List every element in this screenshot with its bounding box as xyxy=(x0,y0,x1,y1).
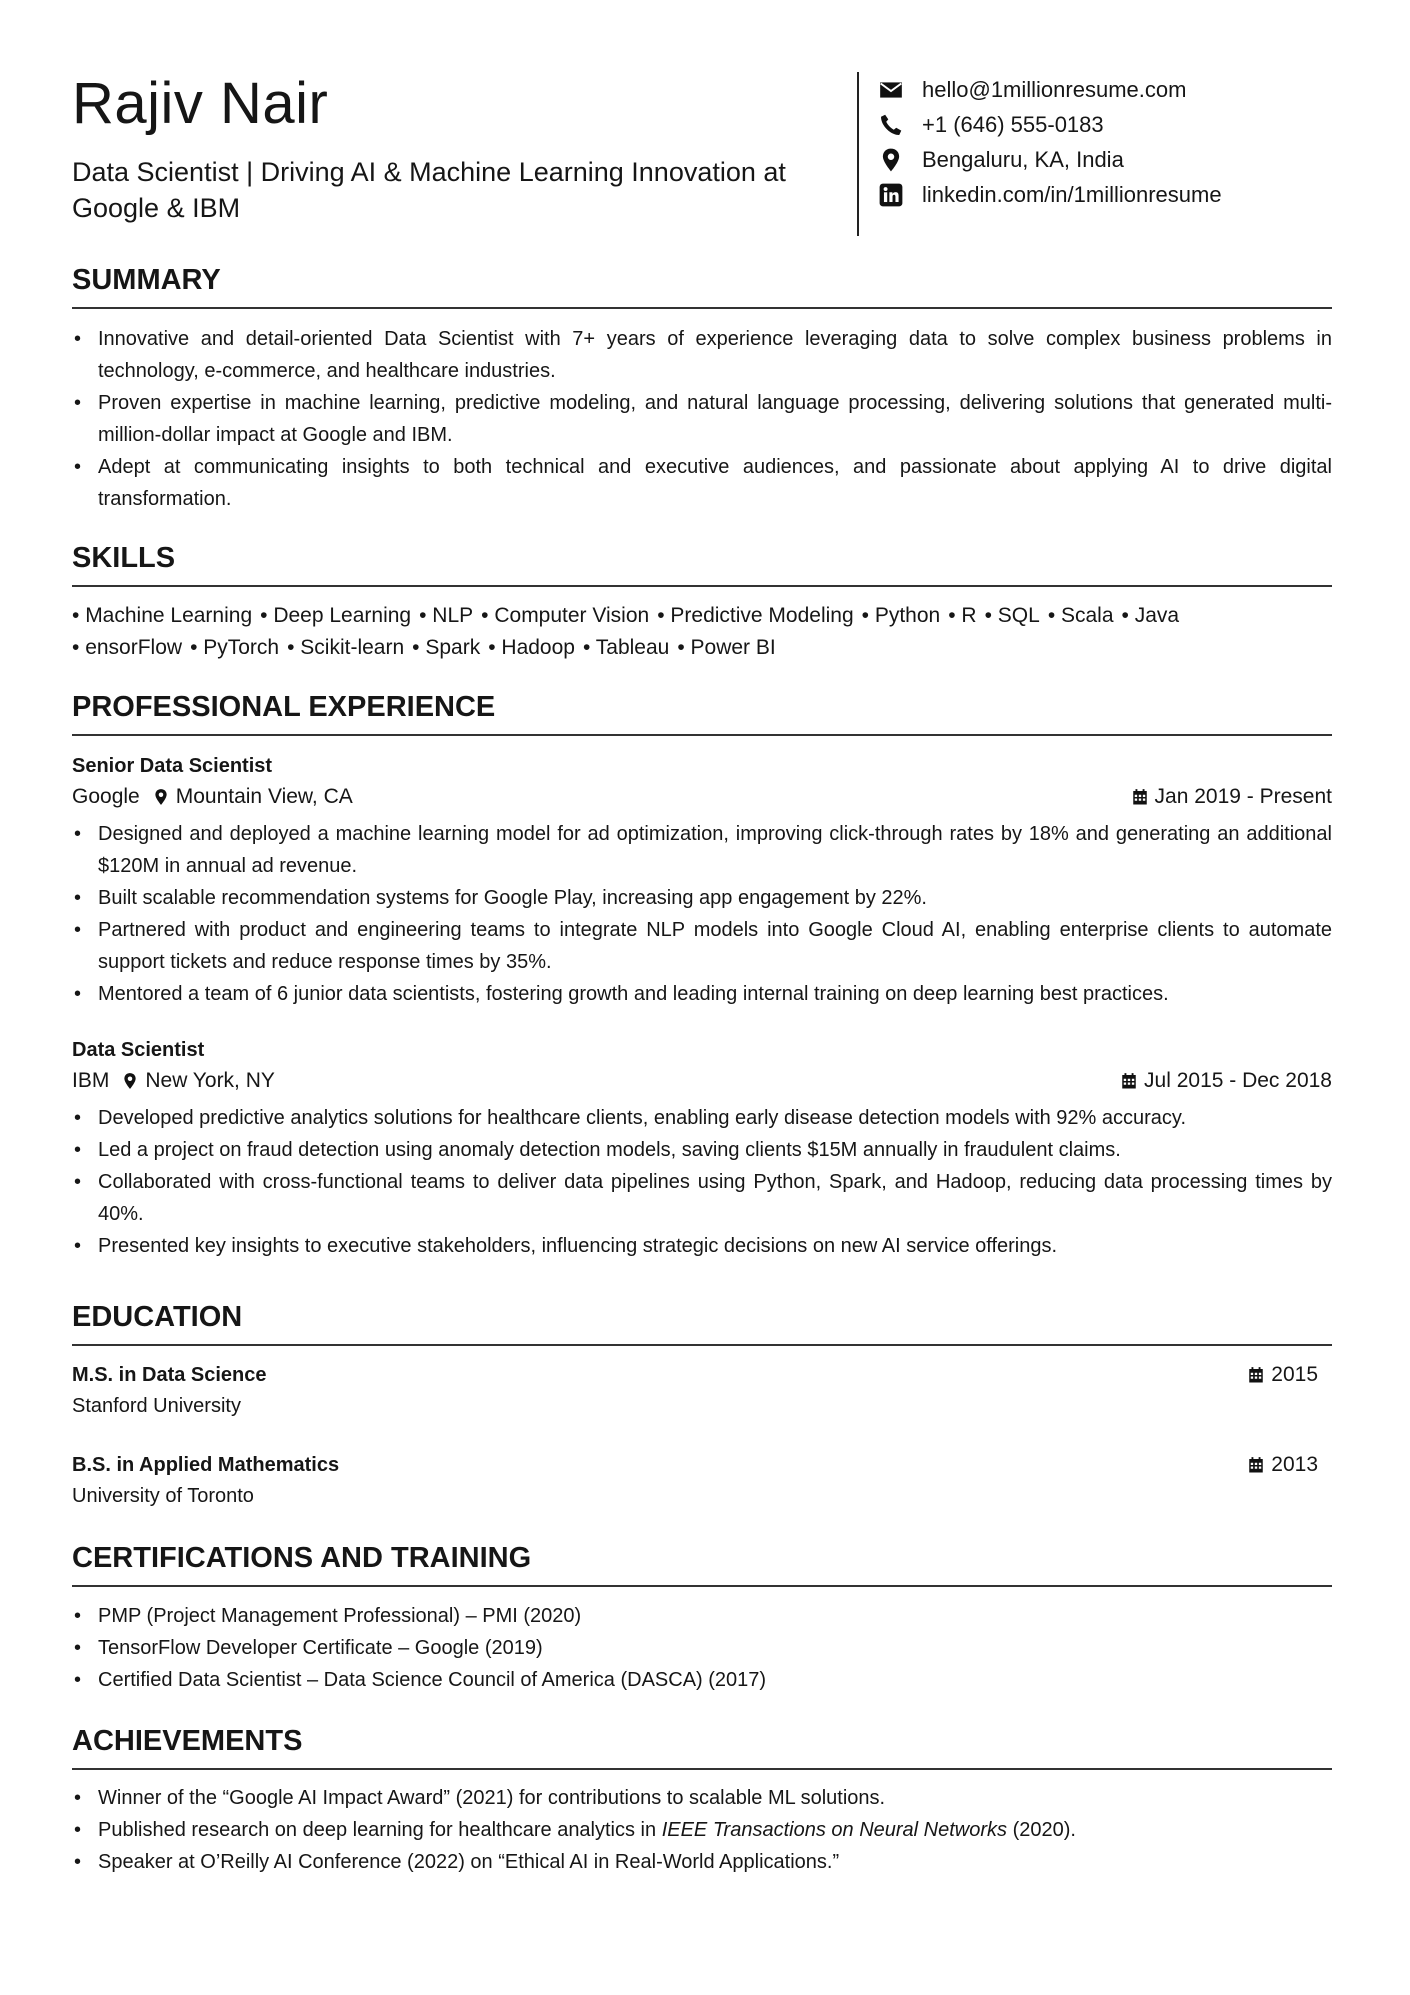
calendar-icon xyxy=(1247,1366,1265,1384)
contact-email[interactable] xyxy=(878,72,1222,107)
certifications-heading: CERTIFICATIONS AND TRAINING xyxy=(72,1542,532,1574)
contact-linkedin-text: linkedin.com/in/1millionresume xyxy=(922,181,1222,207)
summary-list xyxy=(72,323,1332,515)
skills-heading: SKILLS xyxy=(72,542,176,574)
skill-item: Scala xyxy=(1061,604,1114,627)
list-item: • Presented key insights to executive stakeholders, influencing strategic decisions on new AI service offerings. xyxy=(72,1230,1332,1262)
contact-list xyxy=(878,72,1222,212)
list-item: • Designed and deployed a machine learning model for ad optimization, improving click-through rates by 18% and generating an additional $120M in annual ad revenue. xyxy=(72,818,1332,882)
candidate-name: Rajiv Nair xyxy=(72,71,329,136)
list-item: • Winner of the “Google AI Impact Award” (2021) for contributions to scalable ML solutions. xyxy=(72,1782,1332,1814)
contact-location xyxy=(878,142,1222,177)
achievements-heading: ACHIEVEMENTS xyxy=(72,1725,303,1757)
calendar-icon xyxy=(1247,1456,1265,1474)
education-degree: B.S. in Applied Mathematics xyxy=(72,1454,340,1476)
calendar-icon xyxy=(1131,788,1149,806)
job-location: Mountain View, CA xyxy=(175,785,353,808)
summary-section xyxy=(72,263,1332,515)
skill-item: Tableau xyxy=(595,636,670,659)
education-entry xyxy=(72,1360,1332,1422)
section-rule xyxy=(72,1768,1332,1770)
envelope-icon xyxy=(878,77,904,103)
list-item: • TensorFlow Developer Certificate – Google (2019) xyxy=(72,1632,1332,1664)
experience-heading: PROFESSIONAL EXPERIENCE xyxy=(72,691,496,723)
linkedin-icon xyxy=(878,182,904,208)
candidate-tagline: Data Scientist | Driving AI & Machine Learning Innovation at Google & IBM xyxy=(72,157,786,223)
list-item: • Speaker at O’Reilly AI Conference (2022) on “Ethical AI in Real-World Applications.” xyxy=(72,1846,1332,1878)
certifications-section xyxy=(72,1541,1332,1696)
skill-item: Python xyxy=(874,604,941,627)
education-year: 2013 xyxy=(1271,1453,1318,1476)
list-item: • Mentored a team of 6 junior data scientists, fostering growth and leading internal training on deep learning best practices. xyxy=(72,978,1332,1010)
header-divider xyxy=(857,72,859,236)
section-rule xyxy=(72,307,1332,309)
skill-item: Machine Learning xyxy=(85,604,253,627)
contact-phone-text: +1 (646) 555-0183 xyxy=(922,111,1104,137)
experience-section xyxy=(72,690,1332,1262)
education-degree: M.S. in Data Science xyxy=(72,1364,267,1386)
job-location: New York, NY xyxy=(145,1069,275,1092)
location-pin-icon xyxy=(152,787,170,807)
job-meta xyxy=(72,1064,1332,1098)
list-item: • Partnered with product and engineering teams to integrate NLP models into Google Cloud AI, enabling enterprise clients to automate support tickets and reduce response times by 35%. xyxy=(72,914,1332,978)
location-pin-icon xyxy=(878,147,904,173)
achievements-section xyxy=(72,1724,1332,1878)
education-school: Stanford University xyxy=(72,1395,241,1417)
job-bullets xyxy=(72,818,1332,1010)
job-title: Data Scientist xyxy=(72,1039,205,1061)
contact-email-text: hello@1millionresume.com xyxy=(922,76,1187,102)
section-rule xyxy=(72,1344,1332,1346)
list-item: • Adept at communicating insights to both technical and executive audiences, and passionate about applying AI to drive digital transformation. xyxy=(72,451,1332,515)
skill-item: Scikit-learn xyxy=(300,636,405,659)
job-title: Senior Data Scientist xyxy=(72,755,273,777)
job-company: Google xyxy=(72,785,140,808)
skill-item: NLP xyxy=(432,604,474,627)
skill-item: Computer Vision xyxy=(494,604,650,627)
publication-title: IEEE Transactions on Neural Networks xyxy=(661,1819,1008,1841)
education-year: 2015 xyxy=(1271,1363,1318,1386)
contact-phone[interactable] xyxy=(878,107,1222,142)
list-item: • Collaborated with cross-functional teams to deliver data pipelines using Python, Spark, and Hadoop, reducing data processing times by 40%. xyxy=(72,1166,1332,1230)
list-item: • Certified Data Scientist – Data Science Council of America (DASCA) (2017) xyxy=(72,1664,1332,1696)
calendar-icon xyxy=(1120,1072,1138,1090)
education-heading: EDUCATION xyxy=(72,1301,243,1333)
list-item: • PMP (Project Management Professional) – PMI (2020) xyxy=(72,1600,1332,1632)
contact-linkedin[interactable] xyxy=(878,177,1222,212)
achievements-list xyxy=(72,1782,1332,1878)
list-item: • Developed predictive analytics solutions for healthcare clients, enabling early disease detection models with 92% accuracy. xyxy=(72,1102,1332,1134)
skill-item: SQL xyxy=(997,604,1040,627)
list-item: • Innovative and detail-oriented Data Scientist with 7+ years of experience leveraging data to solve complex business problems in technology, e-commerce, and healthcare industries. xyxy=(72,323,1332,387)
skill-item: PyTorch xyxy=(203,636,280,659)
section-rule xyxy=(72,585,1332,587)
list-item: • Proven expertise in machine learning, predictive modeling, and natural language processing, delivering solutions that generated multi-million-dollar impact at Google and IBM. xyxy=(72,387,1332,451)
skills-list: • Machine Learning • Deep Learning • NLP • Computer Vision • Predictive Modeling • Python • R • SQL • Scala • Java • ensorFlow • PyTorch • Scikit-learn • Spark • Hadoop • Tableau • Power BI xyxy=(72,604,1180,659)
job-entry xyxy=(72,1036,1332,1262)
education-school: University of Toronto xyxy=(72,1485,254,1507)
section-rule xyxy=(72,1585,1332,1587)
job-entry xyxy=(72,752,1332,1010)
job-meta xyxy=(72,780,1332,814)
list-item: • Built scalable recommendation systems for Google Play, increasing app engagement by 22%. xyxy=(72,882,1332,914)
skill-item: Predictive Modeling xyxy=(670,604,854,627)
location-pin-icon xyxy=(121,1071,139,1091)
contact-location-text: Bengaluru, KA, India xyxy=(922,146,1124,172)
phone-icon xyxy=(878,112,904,138)
job-bullets xyxy=(72,1102,1332,1262)
skill-item: Spark xyxy=(425,636,481,659)
list-item: • Published research on deep learning for healthcare analytics in IEEE Transactions on Neural Networks (2020). xyxy=(72,1814,1332,1846)
skill-item: R xyxy=(961,604,977,627)
education-entry xyxy=(72,1450,1332,1512)
skill-item: Power BI xyxy=(690,636,776,659)
summary-heading: SUMMARY xyxy=(72,264,221,296)
job-company: IBM xyxy=(72,1069,110,1092)
job-dates: Jul 2015 - Dec 2018 xyxy=(1144,1069,1332,1092)
job-dates: Jan 2019 - Present xyxy=(1154,785,1332,808)
education-section xyxy=(72,1300,1332,1512)
skill-item: Java xyxy=(1134,604,1180,627)
skill-item: ensorFlow xyxy=(85,636,183,659)
header-left xyxy=(72,68,862,226)
certifications-list xyxy=(72,1600,1332,1696)
section-rule xyxy=(72,734,1332,736)
skill-item: Hadoop xyxy=(501,636,575,659)
skills-section xyxy=(72,541,1332,664)
list-item: • Led a project on fraud detection using anomaly detection models, saving clients $15M annually in fraudulent claims. xyxy=(72,1134,1332,1166)
skill-item: Deep Learning xyxy=(273,604,412,627)
